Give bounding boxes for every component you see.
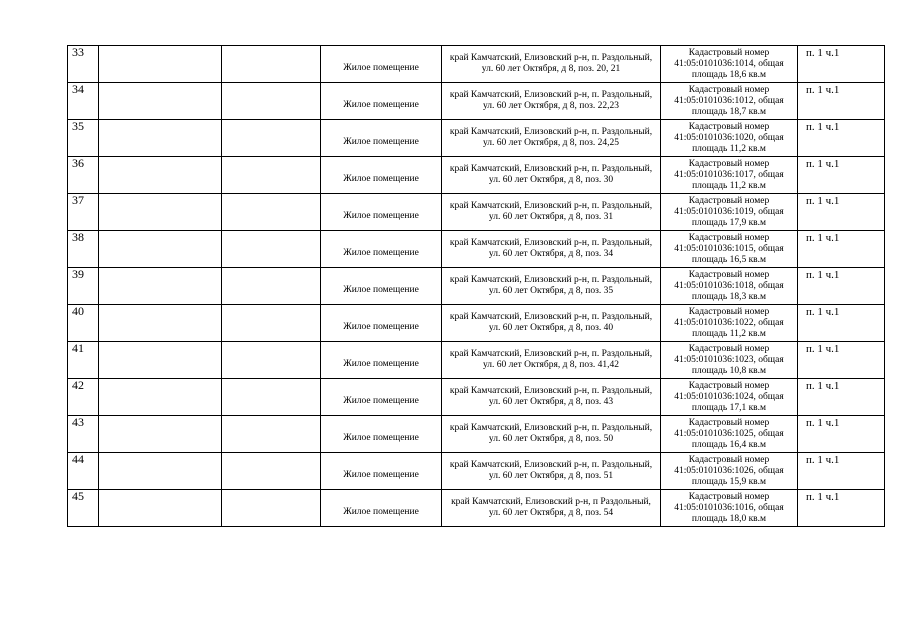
empty-cell	[222, 268, 321, 305]
empty-cell	[99, 268, 222, 305]
cadastral-info: Кадастровый номер 41:05:0101036:1024, общая площадь 17,1 кв.м	[661, 379, 798, 416]
row-number: 35	[68, 120, 99, 157]
property-address: край Камчатский, Елизовский р-н, п. Раздольный, ул. 60 лет Октября, д 8, поз. 20, 21	[442, 46, 661, 83]
empty-cell	[99, 490, 222, 527]
property-registry-table	[67, 45, 885, 527]
legal-basis: п. 1 ч.1	[798, 453, 885, 490]
legal-basis: п. 1 ч.1	[798, 490, 885, 527]
property-type: Жилое помещение	[321, 379, 442, 416]
empty-cell	[222, 83, 321, 120]
property-address: край Камчатский, Елизовский р-н, п. Раздольный, ул. 60 лет Октября, д 8, поз. 35	[442, 268, 661, 305]
property-type: Жилое помещение	[321, 157, 442, 194]
property-address: край Камчатский, Елизовский р-н, п Раздольный, ул. 60 лет Октября, д 8, поз. 54	[442, 490, 661, 527]
cadastral-info: Кадастровый номер 41:05:0101036:1018, общая площадь 18,3 кв.м	[661, 268, 798, 305]
table-row	[68, 231, 885, 268]
row-number: 44	[68, 453, 99, 490]
cadastral-info: Кадастровый номер 41:05:0101036:1017, общая площадь 11,2 кв.м	[661, 157, 798, 194]
cadastral-info: Кадастровый номер 41:05:0101036:1014, общая площадь 18,6 кв.м	[661, 46, 798, 83]
row-number: 41	[68, 342, 99, 379]
legal-basis: п. 1 ч.1	[798, 157, 885, 194]
cadastral-info: Кадастровый номер 41:05:0101036:1026, общая площадь 15,9 кв.м	[661, 453, 798, 490]
table-row	[68, 490, 885, 527]
table-row	[68, 305, 885, 342]
empty-cell	[222, 379, 321, 416]
property-type: Жилое помещение	[321, 120, 442, 157]
empty-cell	[222, 416, 321, 453]
property-type: Жилое помещение	[321, 453, 442, 490]
empty-cell	[99, 453, 222, 490]
row-number: 39	[68, 268, 99, 305]
property-address: край Камчатский, Елизовский р-н, п. Раздольный, ул. 60 лет Октября, д 8, поз. 43	[442, 379, 661, 416]
row-number: 45	[68, 490, 99, 527]
cadastral-info: Кадастровый номер 41:05:0101036:1012, общая площадь 18,7 кв.м	[661, 83, 798, 120]
table-row	[68, 194, 885, 231]
table-row	[68, 416, 885, 453]
table-row	[68, 453, 885, 490]
empty-cell	[222, 342, 321, 379]
property-type: Жилое помещение	[321, 305, 442, 342]
registry-body	[68, 46, 885, 527]
empty-cell	[222, 120, 321, 157]
row-number: 37	[68, 194, 99, 231]
empty-cell	[222, 46, 321, 83]
cadastral-info: Кадастровый номер 41:05:0101036:1015, общая площадь 16,5 кв.м	[661, 231, 798, 268]
table-row	[68, 120, 885, 157]
empty-cell	[99, 305, 222, 342]
property-address: край Камчатский, Елизовский р-н, п. Раздольный, ул. 60 лет Октября, д 8, поз. 30	[442, 157, 661, 194]
empty-cell	[222, 490, 321, 527]
empty-cell	[99, 120, 222, 157]
empty-cell	[99, 83, 222, 120]
row-number: 43	[68, 416, 99, 453]
property-address: край Камчатский, Елизовский р-н, п. Раздольный, ул. 60 лет Октября, д 8, поз. 50	[442, 416, 661, 453]
cadastral-info: Кадастровый номер 41:05:0101036:1022, общая площадь 11,2 кв.м	[661, 305, 798, 342]
legal-basis: п. 1 ч.1	[798, 194, 885, 231]
property-type: Жилое помещение	[321, 416, 442, 453]
table-row	[68, 268, 885, 305]
property-type: Жилое помещение	[321, 490, 442, 527]
row-number: 36	[68, 157, 99, 194]
empty-cell	[99, 157, 222, 194]
row-number: 34	[68, 83, 99, 120]
property-type: Жилое помещение	[321, 342, 442, 379]
table-row	[68, 46, 885, 83]
cadastral-info: Кадастровый номер 41:05:0101036:1016, общая площадь 18,0 кв.м	[661, 490, 798, 527]
property-type: Жилое помещение	[321, 46, 442, 83]
empty-cell	[222, 453, 321, 490]
legal-basis: п. 1 ч.1	[798, 379, 885, 416]
legal-basis: п. 1 ч.1	[798, 120, 885, 157]
empty-cell	[99, 231, 222, 268]
legal-basis: п. 1 ч.1	[798, 305, 885, 342]
row-number: 38	[68, 231, 99, 268]
table-row	[68, 379, 885, 416]
legal-basis: п. 1 ч.1	[798, 416, 885, 453]
row-number: 42	[68, 379, 99, 416]
empty-cell	[99, 46, 222, 83]
table-row	[68, 157, 885, 194]
row-number: 33	[68, 46, 99, 83]
row-number: 40	[68, 305, 99, 342]
empty-cell	[99, 342, 222, 379]
property-type: Жилое помещение	[321, 194, 442, 231]
empty-cell	[99, 194, 222, 231]
empty-cell	[99, 379, 222, 416]
cadastral-info: Кадастровый номер 41:05:0101036:1023, общая площадь 10,8 кв.м	[661, 342, 798, 379]
empty-cell	[222, 157, 321, 194]
empty-cell	[222, 194, 321, 231]
legal-basis: п. 1 ч.1	[798, 342, 885, 379]
empty-cell	[222, 305, 321, 342]
legal-basis: п. 1 ч.1	[798, 46, 885, 83]
cadastral-info: Кадастровый номер 41:05:0101036:1019, общая площадь 17,9 кв.м	[661, 194, 798, 231]
legal-basis: п. 1 ч.1	[798, 231, 885, 268]
property-address: край Камчатский, Елизовский р-н, п. Раздольный, ул. 60 лет Октября, д 8, поз. 41,42	[442, 342, 661, 379]
property-type: Жилое помещение	[321, 231, 442, 268]
table-row	[68, 342, 885, 379]
cadastral-info: Кадастровый номер 41:05:0101036:1025, общая площадь 16,4 кв.м	[661, 416, 798, 453]
property-address: край Камчатский, Елизовский р-н, п. Раздольный, ул. 60 лет Октября, д 8, поз. 24,25	[442, 120, 661, 157]
property-address: край Камчатский, Елизовский р-н, п. Раздольный, ул. 60 лет Октября, д 8, поз. 51	[442, 453, 661, 490]
cadastral-info: Кадастровый номер 41:05:0101036:1020, общая площадь 11,2 кв.м	[661, 120, 798, 157]
property-type: Жилое помещение	[321, 83, 442, 120]
property-address: край Камчатский, Елизовский р-н, п. Раздольный, ул. 60 лет Октября, д 8, поз. 34	[442, 231, 661, 268]
property-type: Жилое помещение	[321, 268, 442, 305]
property-address: край Камчатский, Елизовский р-н, п. Раздольный, ул. 60 лет Октября, д 8, поз. 31	[442, 194, 661, 231]
property-address: край Камчатский, Елизовский р-н, п. Раздольный, ул. 60 лет Октября, д 8, поз. 40	[442, 305, 661, 342]
legal-basis: п. 1 ч.1	[798, 268, 885, 305]
empty-cell	[99, 416, 222, 453]
property-address: край Камчатский, Елизовский р-н, п. Раздольный, ул. 60 лет Октября, д 8, поз. 22,23	[442, 83, 661, 120]
empty-cell	[222, 231, 321, 268]
legal-basis: п. 1 ч.1	[798, 83, 885, 120]
table-row	[68, 83, 885, 120]
